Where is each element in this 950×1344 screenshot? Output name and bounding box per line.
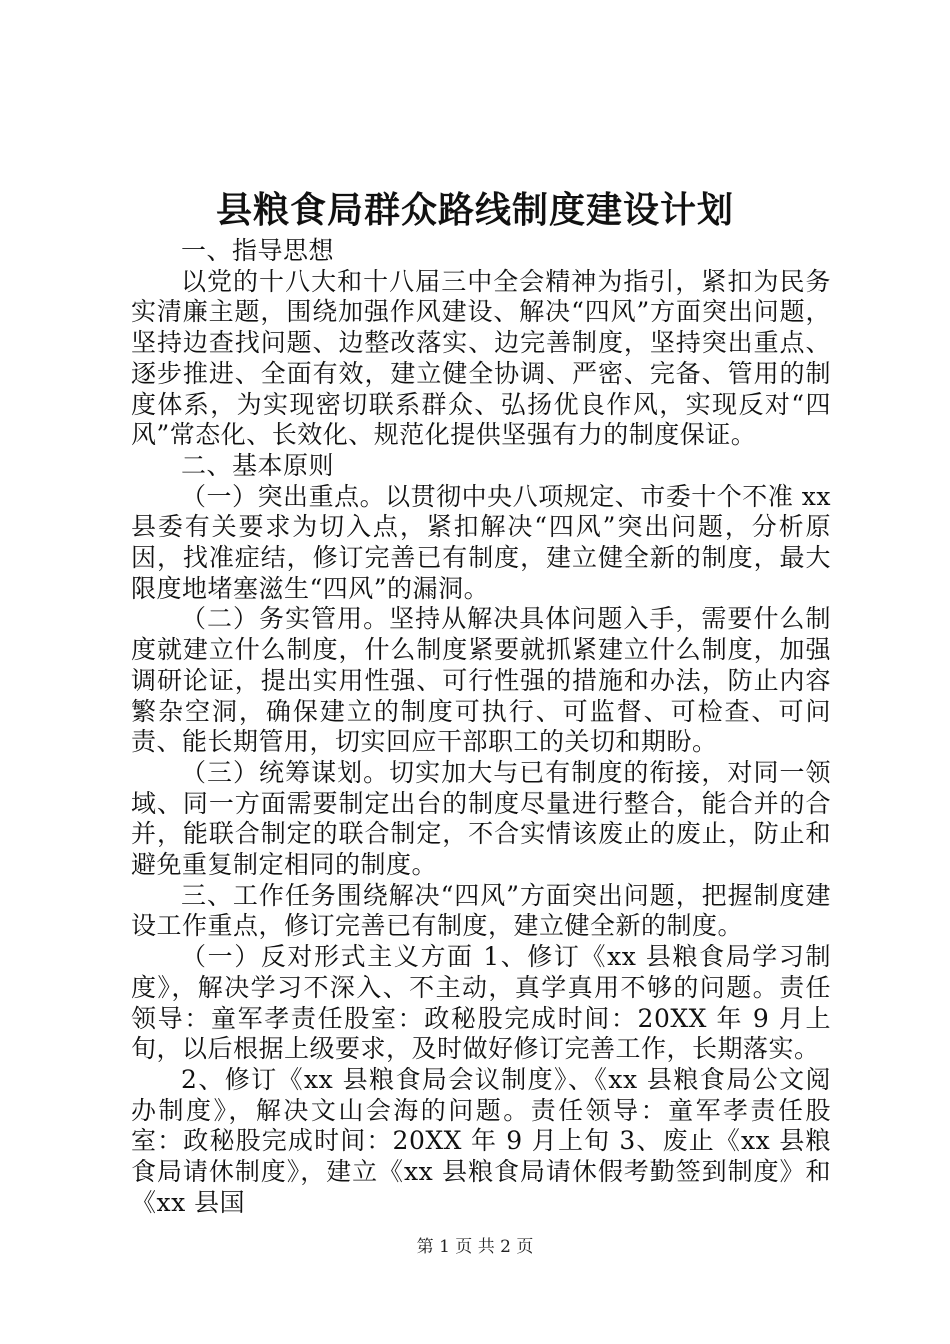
paragraph: 以党的十八大和十八届三中全会精神为指引，紧扣为民务实清廉主题，围绕加强作风建设、解决“四风”方面突出问题，坚持边查找问题、边整改落实、边完善制度，坚持突出重点、逐步推进、全面有效，建立健全协调、严密、完备、管用的制度体系，为实现密切联系群众、弘扬优良作风，实现反对“四风”常态化、长效化、规范化提供坚强有力的制度保证。 xyxy=(131,266,831,450)
paragraph: （一）突出重点。以贯彻中央八项规定、市委十个不准 xx 县委有关要求为切入点，紧扣解决“四风”突出问题，分析原因，找准症结，修订完善已有制度，建立健全新的制度，最大限度地堵塞滋生“四风”的漏洞。 xyxy=(131,481,831,603)
section-heading: 二、基本原则 xyxy=(181,450,335,480)
paragraph: 2、修订《xx 县粮食局会议制度》、《xx 县粮食局公文阅办制度》，解决文山会海的问题。责任领导：童军孝责任股室：政秘股完成时间：20XX 年 9 月上旬 3、废止《xx 县粮食局请休制度》，建立《xx 县粮食局请休假考勤签到制度》和《xx 县国 xyxy=(131,1064,831,1217)
paragraph: 三、工作任务围绕解决“四风”方面突出问题，把握制度建设工作重点，修订完善已有制度，建立健全新的制度。 xyxy=(131,880,831,941)
paragraph: （二）务实管用。坚持从解决具体问题入手，需要什么制度就建立什么制度，什么制度紧要就抓紧建立什么制度，加强调研论证，提出实用性强、可行性强的措施和办法，防止内容繁杂空洞，确保建立的制度可执行、可监督、可检查、可问责、能长期管用，切实回应干部职工的关切和期盼。 xyxy=(131,604,831,757)
document-title: 县粮食局群众路线制度建设计划 xyxy=(215,189,734,231)
page-footer: 第 1 页 共 2 页 xyxy=(416,1237,534,1257)
paragraph: （一）反对形式主义方面 1、修订《xx 县粮食局学习制度》，解决学习不深入、不主动，真学真用不够的问题。责任领导：童军孝责任股室：政秘股完成时间：20XX 年 9 月上旬，以后根据上级要求，及时做好修订完善工作，长期落实。 xyxy=(131,942,831,1064)
section-heading: 一、指导思想 xyxy=(181,236,335,265)
document-body xyxy=(131,236,831,1219)
paragraph: （三）统筹谋划。切实加大与已有制度的衔接，对同一领域、同一方面需要制定出台的制度尽量进行整合，能合并的合并，能联合制定的联合制定，不合实情该废止的废止，防止和避免重复制定相同的制度。 xyxy=(131,757,831,880)
